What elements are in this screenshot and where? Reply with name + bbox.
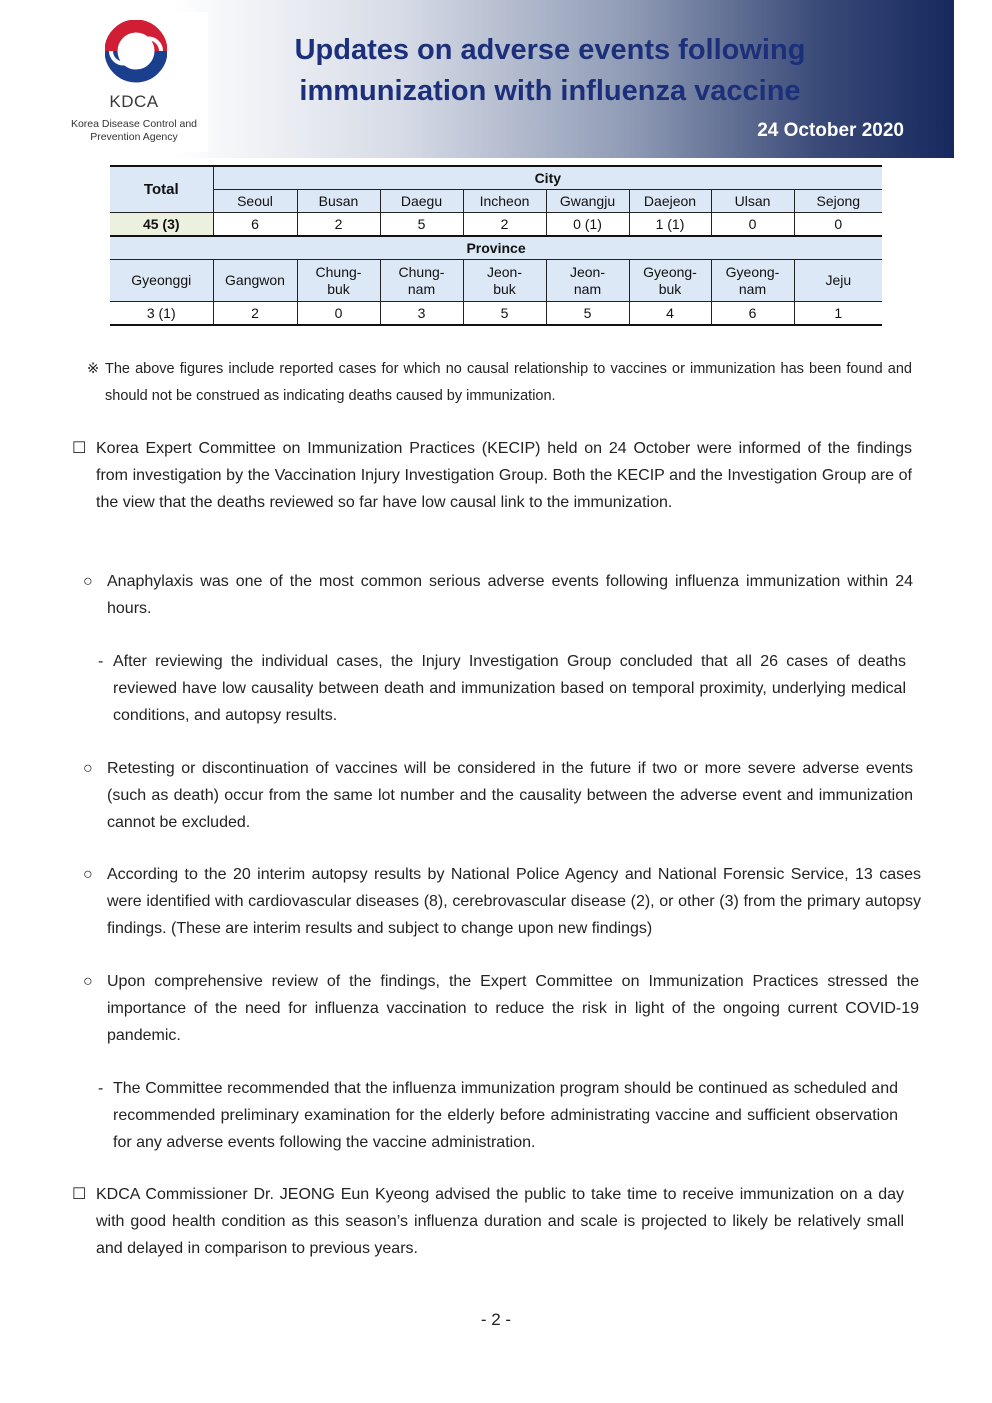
city-value: 5	[380, 213, 463, 237]
city-name: Busan	[297, 190, 380, 213]
logo-subtitle: Korea Disease Control and Prevention Agency	[70, 118, 198, 143]
province-value: 6	[711, 302, 794, 326]
reference-mark-icon: ※	[87, 361, 100, 377]
province-name: Gyeonggi	[110, 260, 213, 302]
circle-bullet-icon: ○	[83, 760, 93, 777]
checkbox-bullet-icon: ☐	[72, 1186, 87, 1203]
province-value: 4	[629, 302, 711, 326]
item-anaphylaxis	[83, 568, 913, 622]
section-commissioner-advice	[72, 1181, 904, 1262]
logo-text: KDCA	[109, 92, 159, 111]
city-name: Sejong	[794, 190, 882, 213]
city-name: Gwangju	[546, 190, 629, 213]
province-name: Jeon- buk	[463, 260, 546, 302]
province-name: Jeon- nam	[546, 260, 629, 302]
province-value: 0	[297, 302, 380, 326]
city-value: 6	[213, 213, 297, 237]
city-name: Daejeon	[629, 190, 711, 213]
paragraph-text: Korea Expert Committee on Immunization Practices (KECIP) held on 24 October were informed of the findings from investigation by the Vaccination Injury Investigation Group. Both the KECIP and the Investigation Group are of the view that the deaths reviewed so far have low causal link to the immunization.	[96, 440, 912, 511]
province-name: Gyeong- nam	[711, 260, 794, 302]
table-footnote	[87, 356, 912, 410]
paragraph-text: After reviewing the individual cases, the Injury Investigation Group concluded that all 26 cases of deaths reviewed have low causality between death and immunization based on temporal proximity, underlying medical conditions, and autopsy results.	[113, 653, 906, 724]
item-expert-review	[83, 968, 919, 1049]
subitem-injury-group	[98, 648, 906, 729]
province-value: 2	[213, 302, 297, 326]
circle-bullet-icon: ○	[83, 866, 93, 883]
item-autopsy	[83, 861, 921, 942]
city-name: Incheon	[463, 190, 546, 213]
subitem-committee-recommendation	[98, 1075, 898, 1156]
paragraph-text: Upon comprehensive review of the findings, the Expert Committee on Immunization Practices stressed the importance of the need for influenza vaccination to reduce the risk in light of the ongoing current COVID-19 pandemic.	[107, 973, 919, 1044]
paragraph-text: Retesting or discontinuation of vaccines will be considered in the future if two or more severe adverse events (such as death) occur from the same lot number and the causality between the adverse event and immunization cannot be excluded.	[107, 760, 913, 831]
province-name: Chung- buk	[297, 260, 380, 302]
province-value: 1	[794, 302, 882, 326]
page-number: - 2 -	[480, 1310, 512, 1329]
province-header: Province	[110, 236, 882, 260]
dash-bullet-icon: -	[98, 653, 104, 670]
city-value: 2	[463, 213, 546, 237]
city-value: 0	[794, 213, 882, 237]
city-header: City	[213, 166, 882, 190]
paragraph-text: KDCA Commissioner Dr. JEONG Eun Kyeong advised the public to take time to receive immunization on a day with good health condition as this season’s influenza duration and scale is projected to likely be relatively small and delayed in comparison to previous years.	[96, 1186, 904, 1257]
dash-bullet-icon: -	[98, 1080, 104, 1097]
province-name: Chung- nam	[380, 260, 463, 302]
total-value: 45 (3)	[110, 213, 213, 237]
title-line-1: Updates on adverse events following	[294, 34, 806, 66]
city-name: Ulsan	[711, 190, 794, 213]
paragraph-text: The Committee recommended that the influenza immunization program should be continued as scheduled and recommended preliminary examination for the elderly before administrating vaccine and sufficient observation for any adverse events following the vaccine administration.	[113, 1080, 898, 1151]
city-name: Daegu	[380, 190, 463, 213]
kdca-logo	[60, 12, 208, 152]
province-name: Gangwon	[213, 260, 297, 302]
city-value: 0 (1)	[546, 213, 629, 237]
province-value: 5	[463, 302, 546, 326]
total-header: Total	[110, 166, 213, 213]
circle-bullet-icon: ○	[83, 973, 93, 990]
title-line-2: immunization with influenza vaccine	[299, 75, 801, 107]
footnote-text: The above figures include reported cases for which no causal relationship to vaccines or immunization has been found and should not be construed as indicating deaths caused by immunization.	[105, 361, 912, 404]
section-kecip	[72, 435, 912, 516]
city-name: Seoul	[213, 190, 297, 213]
province-value: 3	[380, 302, 463, 326]
report-date: 24 October 2020	[757, 120, 904, 141]
adverse-events-table	[110, 165, 882, 326]
checkbox-bullet-icon: ☐	[72, 440, 87, 457]
paragraph-text: Anaphylaxis was one of the most common serious adverse events following influenza immunization within 24 hours.	[107, 573, 913, 617]
province-name: Gyeong- buk	[629, 260, 711, 302]
city-value: 2	[297, 213, 380, 237]
paragraph-text: According to the 20 interim autopsy results by National Police Agency and National Forensic Service, 13 cases were identified with cardiovascular diseases (8), cerebrovascular disease (2), or other (3) from the primary autopsy findings. (These are interim results and subject to change upon new findings)	[107, 866, 921, 937]
city-value: 0	[711, 213, 794, 237]
province-name: Jeju	[794, 260, 882, 302]
city-value: 1 (1)	[629, 213, 711, 237]
circle-bullet-icon: ○	[83, 573, 93, 590]
page-title	[270, 30, 830, 112]
header-banner	[0, 0, 954, 158]
province-value: 3 (1)	[110, 302, 213, 326]
item-retesting	[83, 755, 913, 836]
province-value: 5	[546, 302, 629, 326]
taegeuk-logo-icon	[105, 20, 167, 88]
